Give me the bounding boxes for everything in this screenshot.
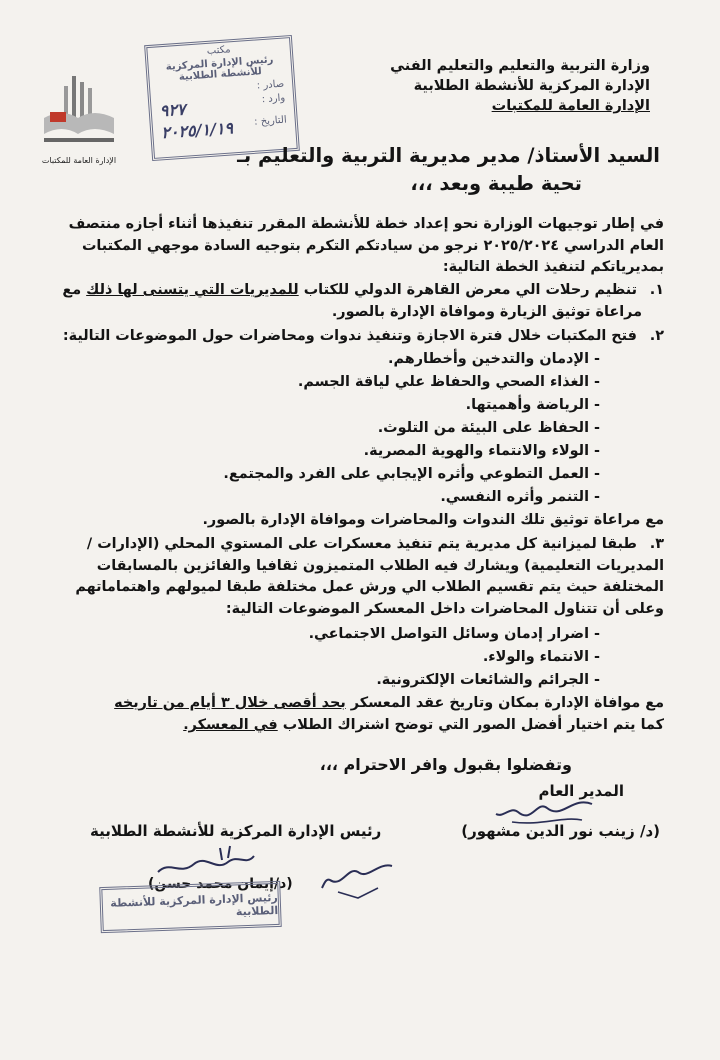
topic-item: - الرياضة وأهميتها. bbox=[465, 397, 600, 413]
general-manager-title: المدير العام bbox=[538, 782, 624, 800]
item-3-closing bbox=[44, 693, 664, 715]
item-1-text-after: مع bbox=[62, 282, 82, 298]
item-3-line1: طبقا لميزانية كل مديرية يتم تنفيذ معسكرات على المستوي المحلي (الإدارات / bbox=[86, 536, 637, 552]
item-3-line3: المختلفة حيث يتم تقسيم الطلاب الي ورش عمل مختلفة طبقا لميولهم واهتماماتهم bbox=[75, 579, 664, 595]
item-1-line2: مراعاة توثيق الزيارة وموافاة الإدارة بالصور. bbox=[331, 303, 642, 320]
item-1-underlined: للمديريات التي يتسنى لها ذلك bbox=[86, 282, 299, 298]
book-building-icon bbox=[38, 72, 120, 156]
topic-item: - التنمر وأثره النفسي. bbox=[440, 489, 600, 505]
general-manager-name: (د/ زينب نور الدين مشهور) bbox=[461, 822, 660, 840]
stamp-line2: رئيس الإدارة المركزية للأنشطة الطلابية bbox=[165, 54, 274, 83]
item-2 bbox=[36, 326, 664, 348]
incoming-stamp bbox=[144, 35, 300, 161]
topic-item: - الحفاظ على البيئة من التلوث. bbox=[377, 420, 600, 436]
item-3-number: ٣. bbox=[649, 536, 664, 552]
intro-paragraph: في إطار توجيهات الوزارة نحو إعداد خطة للأنشطة المقرر تنفيذها أثناء أجازه منتصف العام الدراسي ٢٠٢٥/٢٠٢٤ نرجو من سيادتكم التكرم بتوجيه السادة موجهي المكتبات بمديرياتكم لتنفيذ الخطة التالية: bbox=[68, 216, 664, 275]
salutation: تحية طيبة وبعد ،،، bbox=[410, 172, 582, 195]
topic-item: - الإدمان والتدخين وأخطارهم. bbox=[388, 351, 600, 367]
topic-item: - اضرار إدمان وسائل التواصل الاجتماعي. bbox=[308, 626, 600, 642]
item-2-text: فتح المكتبات خلال فترة الاجازة وتنفيذ ندوات ومحاضرات حول الموضوعات التالية: bbox=[62, 328, 637, 344]
topic-item: - العمل التطوعي وأثره الإيجابي على الفرد والمجتمع. bbox=[223, 466, 600, 482]
stamp-line1: مكتب bbox=[206, 44, 231, 57]
item-1 bbox=[36, 280, 664, 323]
central-head-title: رئيس الإدارة المركزية للأنشطة الطلابية bbox=[90, 822, 382, 840]
libraries-logo bbox=[38, 72, 120, 168]
ministry-header bbox=[350, 56, 650, 116]
item-3-closing-text: مع موافاة الإدارة بمكان وتاريخ عقد المعسكر bbox=[350, 695, 664, 711]
topic-item: - الغذاء الصحي والحفاظ علي لياقة الجسم. bbox=[297, 374, 600, 390]
stamp-date-label: التاريخ : bbox=[253, 114, 288, 128]
central-head-name: (د/إيمان محمد حسن) bbox=[148, 876, 293, 892]
item-2-closing: مع مراعاة توثيق تلك الندوات والمحاضرات وموافاة الإدارة بالصور. bbox=[202, 512, 664, 528]
stamp-number: ٩٢٧ bbox=[159, 99, 187, 121]
central-head-signature bbox=[318, 858, 398, 904]
stamp-outgoing-label: صادر : bbox=[256, 78, 285, 92]
central-admin-name: الإدارة المركزية للأنشطة الطلابية bbox=[413, 78, 650, 94]
item-3-closing2-text: كما يتم اختيار أفضل الصور التي توضح اشتراك الطلاب bbox=[282, 717, 664, 733]
closing-phrase: وتفضلوا بقبول وافر الاحترام ،،، bbox=[319, 755, 572, 774]
ministry-name: وزارة التربية والتعليم والتعليم الفني bbox=[390, 58, 650, 74]
item-3-closing2-underlined: في المعسكر. bbox=[183, 717, 278, 733]
logo-caption: الإدارة العامة للمكتبات bbox=[41, 156, 117, 165]
stamp-date: ٢٠٢٥/١/١٩ bbox=[160, 118, 234, 143]
addressee: السيد الأستاذ/ مدير مديرية التربية والتعليم بـ bbox=[237, 144, 660, 167]
item-3-closing-underlined: بحد أقصى خلال ٣ أيام من تاريخه bbox=[114, 695, 346, 711]
stamp-incoming-label: وارد : bbox=[261, 92, 286, 106]
item-2-number: ٢. bbox=[649, 328, 664, 344]
item-3-line4: وعلى أن تتناول المحاضرات داخل المعسكر الموضوعات التالية: bbox=[225, 600, 664, 617]
topic-item: - الانتماء والولاء. bbox=[482, 649, 600, 665]
item-1-text: تنظيم رحلات الي معرض القاهرة الدولي للكتاب bbox=[303, 282, 637, 298]
item-3 bbox=[36, 534, 664, 620]
item-3-closing2 bbox=[44, 715, 664, 737]
topic-item: - الولاء والانتماء والهوية المصرية. bbox=[363, 443, 600, 459]
topic-item: - الجرائم والشائعات الإلكترونية. bbox=[376, 672, 600, 688]
item-1-number: ١. bbox=[649, 282, 664, 298]
general-admin-name: الإدارة العامة للمكتبات bbox=[491, 98, 650, 114]
central-head-stamp: رئيس الإدارة المركزية للأنشطة الطلابية bbox=[99, 881, 281, 933]
item-3-line2: المديريات التعليمية) ويشارك فيه الطلاب المتميزون ثقافيا والفائزين بالمسابقات bbox=[96, 557, 664, 574]
